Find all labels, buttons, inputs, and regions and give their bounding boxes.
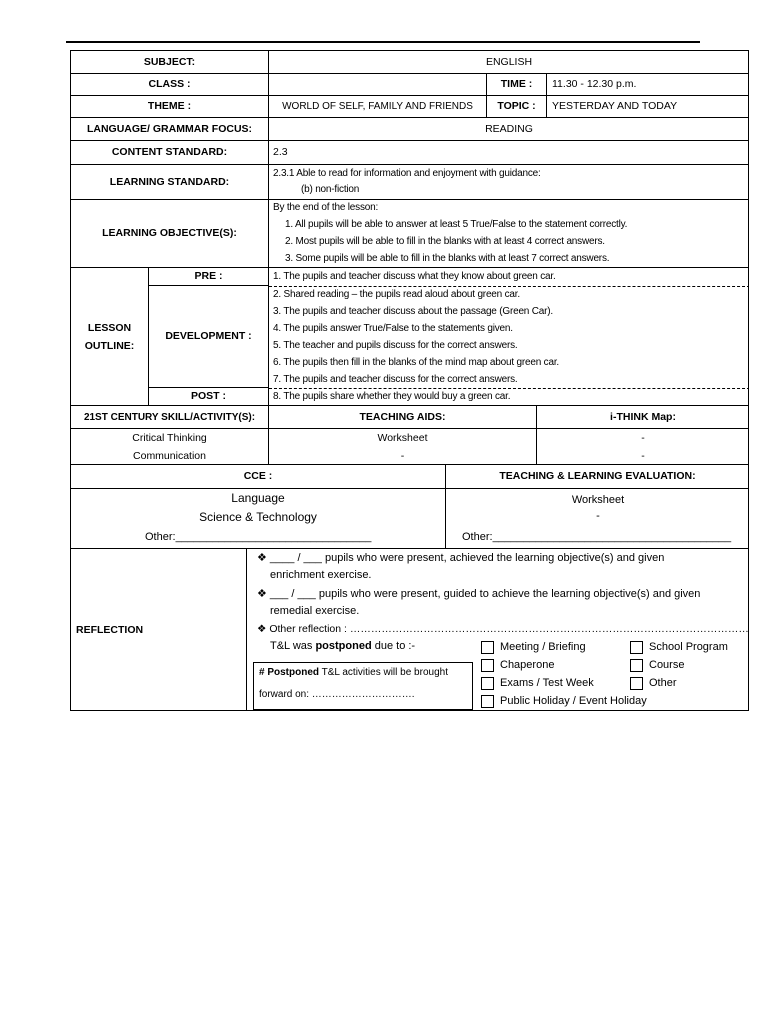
lesson-step: 7. The pupils and teacher discuss for the correct answers. — [273, 374, 518, 385]
objectives-intro: By the end of the lesson: — [273, 202, 379, 213]
topic-value: YESTERDAY AND TODAY — [546, 95, 749, 117]
objective-item: 3. Some pupils will be able to fill in the blanks with at least 7 correct answers. — [285, 253, 610, 264]
lesson-outline-label-line2: OUTLINE: — [84, 339, 135, 352]
meeting-label: Meeting / Briefing — [500, 641, 586, 653]
evaluation-item: - — [596, 510, 600, 522]
class-value — [268, 73, 486, 95]
postponed-line — [270, 640, 415, 653]
school-program-checkbox[interactable] — [630, 641, 643, 654]
option-holiday[interactable] — [481, 695, 647, 708]
lesson-step: 5. The teacher and pupils discuss for the correct answers. — [273, 340, 518, 351]
skill-item: Communication — [133, 449, 206, 462]
reflection-guided: ❖ ___ / ___ pupils who were present, guided to achieve the learning objective(s) and given — [257, 588, 701, 600]
reflection-enrichment: enrichment exercise. — [270, 569, 372, 581]
meeting-checkbox[interactable] — [481, 641, 494, 654]
subject-value: ENGLISH — [268, 51, 749, 73]
option-meeting[interactable] — [481, 641, 586, 654]
school-program-label: School Program — [649, 641, 728, 653]
lesson-step: 4. The pupils answer True/False to the statements given. — [273, 323, 513, 334]
option-course[interactable] — [630, 659, 684, 672]
ithink-label: i-THINK Map: — [536, 405, 749, 428]
course-label: Course — [649, 659, 685, 671]
chaperone-label: Chaperone — [500, 659, 555, 671]
exams-label: Exams / Test Week — [500, 677, 594, 689]
header-rule — [66, 41, 700, 43]
cce-item: Science & Technology — [199, 510, 317, 524]
lesson-steps — [268, 267, 749, 405]
postponed-note-bold: # Postponed — [259, 667, 320, 678]
evaluation-item: Worksheet — [571, 494, 625, 506]
lesson-step: 3. The pupils and teacher discuss about the passage (Green Car). — [273, 306, 553, 317]
lesson-plan-table — [70, 50, 749, 711]
objective-item: 1. All pupils will be able to answer at least 5 True/False to the statement correctly. — [285, 219, 628, 230]
cce-other: Other:________________________________ — [145, 531, 372, 543]
teaching-aids-label: TEACHING AIDS: — [268, 405, 536, 428]
reflection-remedial: remedial exercise. — [270, 605, 360, 617]
lesson-outline-label-line1: LESSON — [87, 321, 132, 334]
cce-values — [71, 488, 445, 548]
postponed-note-rest: T&L activities will be brought — [319, 667, 448, 678]
content-standard-label: CONTENT STANDARD: — [71, 140, 268, 164]
step-divider — [269, 286, 749, 287]
holiday-label: Public Holiday / Event Holiday — [500, 695, 647, 707]
other-checkbox[interactable] — [630, 677, 643, 690]
post-label: POST : — [148, 387, 268, 405]
course-checkbox[interactable] — [630, 659, 643, 672]
time-label: TIME : — [486, 73, 546, 95]
chaperone-checkbox[interactable] — [481, 659, 494, 672]
learning-standard-line2: (b) non-fiction — [301, 184, 360, 195]
topic-label: TOPIC : — [486, 95, 546, 117]
map-item: - — [641, 431, 645, 444]
option-school-program[interactable] — [630, 641, 728, 654]
focus-label: LANGUAGE/ GRAMMAR FOCUS: — [71, 117, 268, 140]
postponed-note-line1 — [259, 666, 448, 679]
content-standard-value: 2.3 — [268, 140, 749, 164]
lesson-step: 8. The pupils share whether they would buy a green car. — [273, 391, 511, 402]
skills-label: 21ST CENTURY SKILL/ACTIVITY(S): — [71, 405, 268, 428]
option-other[interactable] — [630, 677, 677, 690]
learning-objectives-value — [268, 199, 749, 267]
lesson-step: 6. The pupils then fill in the blanks of the mind map about green car. — [273, 357, 560, 368]
lesson-step: 2. Shared reading – the pupils read aloud about green car. — [273, 289, 520, 300]
other-label: Other — [649, 677, 677, 689]
subject-label: SUBJECT: — [143, 55, 196, 68]
postponed-note-line2: forward on: …………………………. — [259, 689, 415, 700]
step-divider — [269, 388, 749, 389]
time-value: 11.30 - 12.30 p.m. — [546, 73, 749, 95]
evaluation-values — [445, 488, 749, 548]
reflection-label: REFLECTION — [71, 548, 246, 711]
reflection-achieved: ❖ ____ / ___ pupils who were present, achieved the learning objective(s) and given — [257, 552, 665, 564]
postponed-bold: postponed — [315, 640, 372, 652]
class-label: CLASS : — [71, 73, 268, 95]
aid-item: Worksheet — [377, 431, 428, 444]
holiday-checkbox[interactable] — [481, 695, 494, 708]
skills-values — [71, 428, 268, 464]
exams-checkbox[interactable] — [481, 677, 494, 690]
evaluation-other: Other:_______________________________________ — [462, 531, 732, 543]
postponed-note-box — [253, 662, 473, 710]
skill-item: Critical Thinking — [132, 431, 207, 444]
development-label: DEVELOPMENT : — [148, 285, 268, 387]
postponed-prefix: T&L was — [270, 640, 316, 652]
focus-value: READING — [268, 117, 749, 140]
lesson-step: 1. The pupils and teacher discuss what they know about green car. — [273, 271, 556, 282]
learning-standard-value — [268, 164, 749, 199]
option-chaperone[interactable] — [481, 659, 554, 672]
map-item: - — [641, 449, 645, 462]
cce-label: CCE : — [71, 464, 445, 488]
evaluation-label: TEACHING & LEARNING EVALUATION: — [445, 464, 749, 488]
theme-value: WORLD OF SELF, FAMILY AND FRIENDS — [268, 95, 486, 117]
reflection-other: ❖ Other reflection : …………………………………………………………………………………………………… — [257, 623, 749, 635]
option-exams[interactable] — [481, 677, 594, 690]
learning-standard-label: LEARNING STANDARD: — [71, 164, 268, 199]
pre-label: PRE : — [148, 267, 268, 285]
ithink-values — [536, 428, 749, 464]
teaching-aids-values — [268, 428, 536, 464]
reflection-content — [246, 548, 749, 711]
learning-objectives-label: LEARNING OBJECTIVE(S): — [71, 199, 268, 267]
aid-item: - — [400, 449, 405, 462]
lesson-outline-label — [71, 267, 148, 405]
cce-item: Language — [231, 491, 285, 505]
postponed-suffix: due to :- — [371, 640, 416, 652]
objective-item: 2. Most pupils will be able to fill in the blanks with at least 4 correct answers. — [285, 236, 605, 247]
learning-standard-line1: 2.3.1 Able to read for information and enjoyment with guidance: — [273, 168, 541, 179]
theme-label: THEME : — [71, 95, 268, 117]
